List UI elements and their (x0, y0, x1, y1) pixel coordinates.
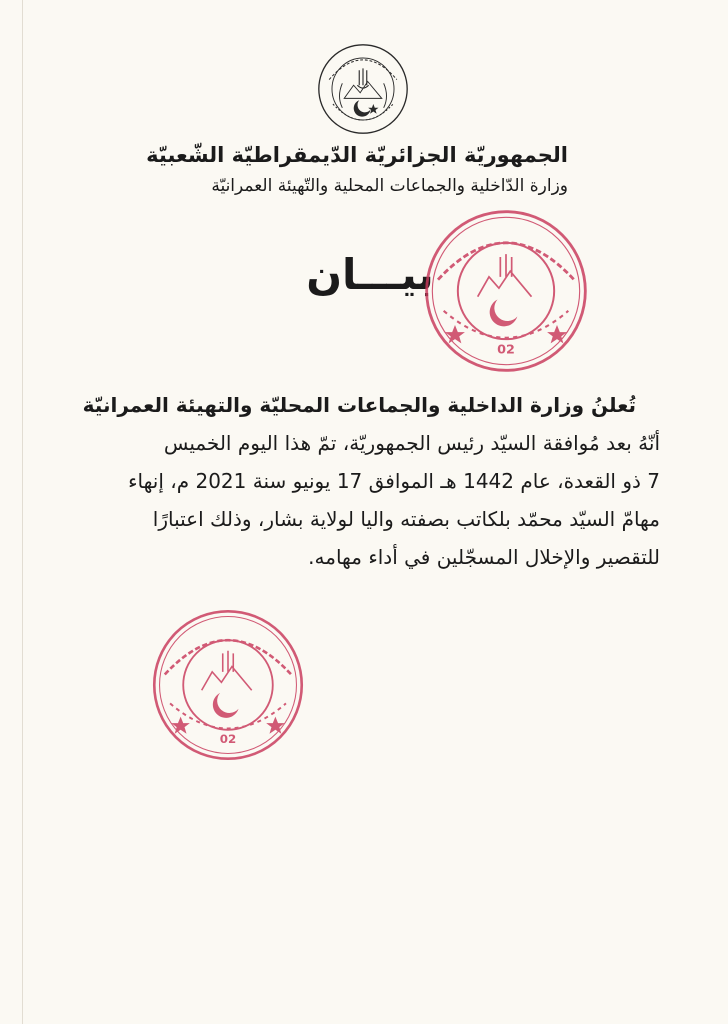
stamp-number: 02 (497, 342, 515, 358)
page-fold-line (22, 0, 23, 1024)
republic-name: الجمهوريّة الجزائريّة الدّيمقراطيّة الشّعبيّة (146, 143, 568, 167)
stamp-number: 02 (219, 731, 237, 746)
statement-line: للتقصير والإخلال المسجّلين في أداء مهامه. (308, 545, 660, 569)
statement-body (68, 386, 660, 576)
letterhead (88, 140, 568, 200)
official-stamp-top (420, 206, 592, 376)
statement-line: تُعلنُ وزارة الداخلية والجماعات المحليّة والتهيئة العمرانيّة (82, 393, 636, 417)
document-title: بيـــان (306, 250, 434, 299)
official-stamp-bottom (148, 606, 308, 764)
statement-line: 7 ذو القعدة، عام 1442 هـ الموافق 17 يونيو سنة 2021 م، إنهاء (128, 469, 660, 493)
national-emblem-seal (316, 42, 410, 136)
statement-line: أنّهُ بعد مُوافقة السيّد رئيس الجمهوريّة، تمّ هذا اليوم الخميس (163, 431, 660, 455)
statement-line: مهامّ السيّد محمّد بلكاتب بصفته واليا لولاية بشار، وذلك اعتبارًا (152, 507, 660, 531)
ministry-name: وزارة الدّاخلية والجماعات المحلية والتّهيئة العمرانيّة (211, 176, 568, 196)
